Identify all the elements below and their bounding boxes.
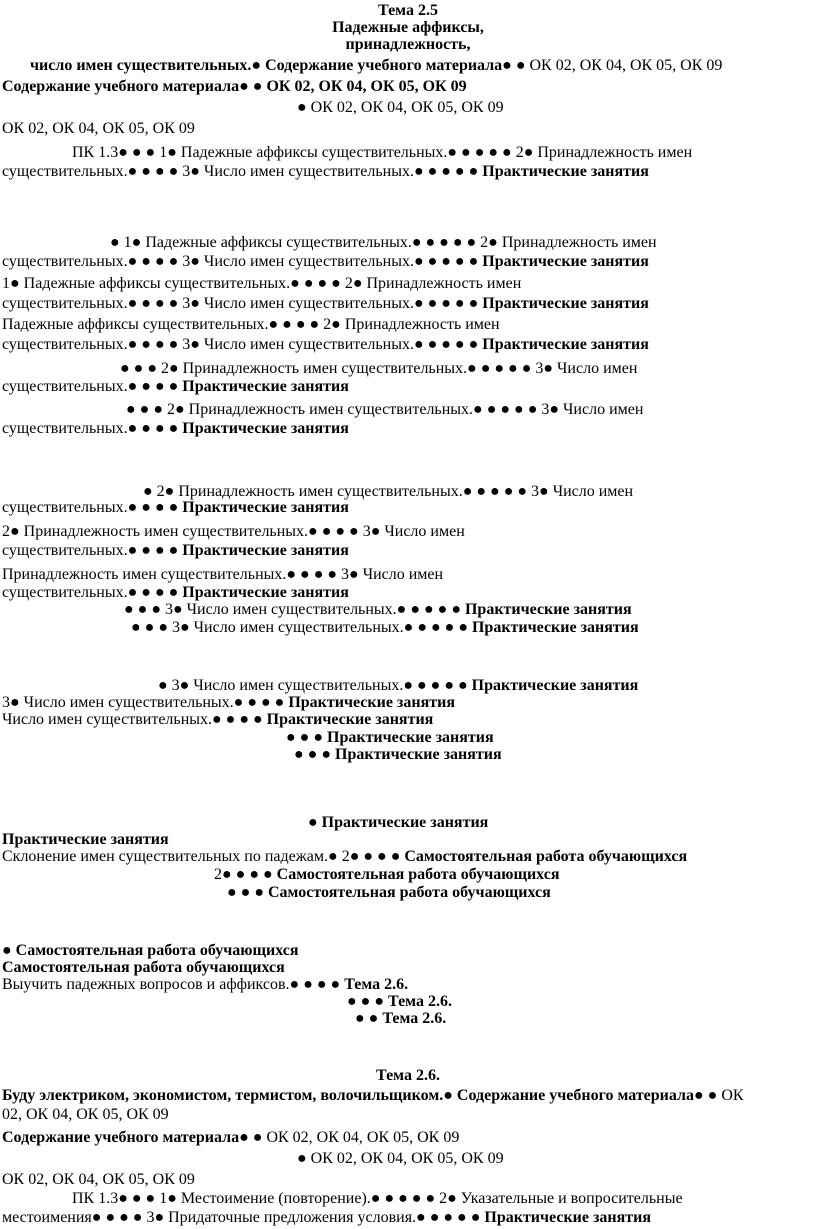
text-line: Самостоятельная работа обучающихся [2, 959, 285, 976]
text-line: 02, ОК 04, ОК 05, ОК 09 [2, 1106, 169, 1123]
text-line: ● ● ● 2● Принадлежность имен существительных.● ● ● ● ● 3● Число имен [120, 360, 638, 377]
text-line: существительных.● ● ● ● 3● Число имен существительных.● ● ● ● ● Практические занятия [2, 336, 649, 353]
text-line: ● ● ● Практические занятия [294, 746, 502, 763]
title-line-2: принадлежность, [345, 36, 471, 53]
text-line: ● ● ● 3● Число имен существительных.● ● ● ● ● Практические занятия [131, 619, 639, 636]
text-line: ● ● ● Практические занятия [286, 729, 494, 746]
title-line-1: Падежные аффиксы, [332, 19, 484, 36]
text-line: существительных.● ● ● ● 3● Число имен существительных.● ● ● ● ● Практические занятия [2, 295, 649, 312]
text-line: существительных.● ● ● ● 3● Число имен существительных.● ● ● ● ● Практические занятия [2, 253, 649, 270]
text-line: ● ● ● Тема 2.6. [347, 993, 452, 1010]
text-line: Число имен существительных.● ● ● ● Практические занятия [2, 711, 434, 728]
text-line: ● ● ● Самостоятельная работа обучающихся [227, 884, 551, 901]
text-line: существительных.● ● ● ● 3● Число имен существительных.● ● ● ● ● Практические занятия [2, 163, 649, 180]
text-line: 1● Падежные аффиксы существительных.● ● ● ● 2● Принадлежность имен [2, 275, 522, 292]
text-line: местоимения● ● ● ● 3● Придаточные предложения условия.● ● ● ● ● Практические занятия [2, 1209, 652, 1226]
topic-heading-2-6: Тема 2.6. [376, 1067, 440, 1084]
text-line: Содержание учебного материала● ● ОК 02, ОК 04, ОК 05, ОК 09 [2, 1129, 460, 1146]
text-line: ПК 1.3● ● ● 1● Падежные аффиксы существительных.● ● ● ● ● 2● Принадлежность имен [72, 144, 693, 161]
text-line: 2● Принадлежность имен существительных.● ● ● ● 3● Число имен [2, 523, 465, 540]
text-line: ● ● ● 3● Число имен существительных.● ● ● ● ● Практические занятия [124, 601, 632, 618]
text-line: существительных.● ● ● ● Практические занятия [2, 542, 349, 559]
text-line: Падежные аффиксы существительных.● ● ● ● 2● Принадлежность имен [2, 316, 500, 333]
text-line: ● 3● Число имен существительных.● ● ● ● ● Практические занятия [158, 677, 639, 694]
text-line: ● Самостоятельная работа обучающихся [2, 942, 299, 959]
text-line: Практические занятия [2, 831, 169, 848]
text-line: Принадлежность имен существительных.● ● ● ● 3● Число имен [2, 566, 444, 583]
text-line: ● Практические занятия [308, 814, 489, 831]
text-line: ОК 02, ОК 04, ОК 05, ОК 09 [2, 120, 195, 137]
text-line: ● ● ● 2● Принадлежность имен существительных.● ● ● ● ● 3● Число имен [126, 401, 644, 418]
text-line: ПК 1.3● ● ● 1● Местоимение (повторение).● ● ● ● ● 2● Указательные и вопросительные [72, 1190, 683, 1207]
text-line: Буду электриком, экономистом, термистом, волочильщиком.● Содержание учебного материала● ● ОК [2, 1087, 744, 1104]
text-line: существительных.● ● ● ● Практические занятия [2, 499, 349, 516]
text-line: Содержание учебного материала● ● ОК 02, ОК 04, ОК 05, ОК 09 [2, 78, 467, 95]
text-line: ● ОК 02, ОК 04, ОК 05, ОК 09 [297, 99, 504, 116]
text-line: 3● Число имен существительных.● ● ● ● Практические занятия [2, 694, 455, 711]
text-line: ● 1● Падежные аффиксы существительных.● ● ● ● ● 2● Принадлежность имен [110, 234, 657, 251]
text-line: 2● ● ● ● Самостоятельная работа обучающихся [214, 866, 560, 883]
text-line: существительных.● ● ● ● Практические занятия [2, 378, 349, 395]
text-line: Выучить падежных вопросов и аффиксов.● ● ● ● Тема 2.6. [2, 976, 409, 993]
text-line: число имен существительных.● Содержание учебного материала● ● ОК 02, ОК 04, ОК 05, ОК 09 [30, 57, 723, 74]
text-line: существительных.● ● ● ● Практические занятия [2, 420, 349, 437]
text-line: ● ОК 02, ОК 04, ОК 05, ОК 09 [297, 1150, 504, 1167]
text-line: ОК 02, ОК 04, ОК 05, ОК 09 [2, 1171, 195, 1188]
text-line: ● ● Тема 2.6. [355, 1010, 447, 1027]
text-line: Склонение имен существительных по падежам.● 2● ● ● ● Самостоятельная работа обучающихся [2, 848, 688, 865]
text-line: ● 2● Принадлежность имен существительных.● ● ● ● ● 3● Число имен [143, 483, 634, 500]
topic-heading: Тема 2.5 [378, 2, 438, 19]
text-line: существительных.● ● ● ● Практические занятия [2, 584, 349, 601]
